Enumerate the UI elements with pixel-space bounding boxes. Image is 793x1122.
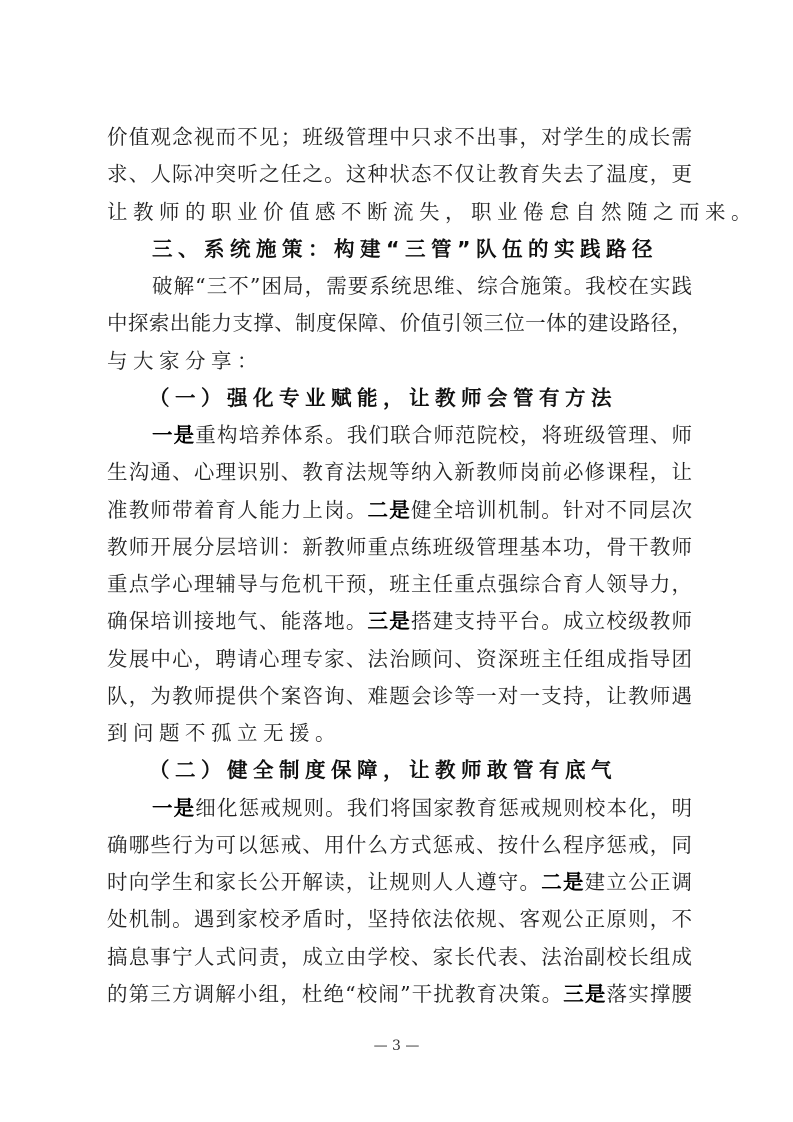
text-segment: （一）强化专业赋能，让教师会管有方法 xyxy=(149,385,617,410)
text-segment: 三、系统施策：构建“三管”队伍的实践路径 xyxy=(152,236,658,261)
text-line xyxy=(107,715,692,752)
text-line xyxy=(107,454,692,491)
text-segment: 的第三方调解小组，杜绝“校闹”干扰教育决策。 xyxy=(107,981,564,1006)
text-segment: 重点学心理辅导与危机干预，班主任重点强综合育人领导力， xyxy=(107,572,692,596)
text-segment: 搞息事宁人式问责，成立由学校、家长代表、法治副校长组成 xyxy=(107,944,692,969)
section-heading xyxy=(107,231,692,268)
text-segment: 教师开展分层培训：新教师重点练班级管理基本功，骨干教师 xyxy=(107,534,692,559)
text-segment: 时向学生和家长公开解读，让规则人人遵守。 xyxy=(107,870,542,894)
text-line xyxy=(107,641,692,678)
text-line xyxy=(107,343,692,380)
text-line xyxy=(107,790,692,827)
bold-lead: 三是 xyxy=(367,609,411,634)
bold-lead: 三是 xyxy=(563,981,607,1006)
text-segment: 细化惩戒规则。我们将国家教育惩戒规则校本化，明 xyxy=(195,795,693,820)
text-segment: 搭建支持平台。成立校级教师 xyxy=(410,609,693,634)
text-line xyxy=(107,901,692,938)
text-segment: 健全培训机制。针对不同层次 xyxy=(410,497,693,522)
text-line xyxy=(107,305,692,342)
text-line xyxy=(107,827,692,864)
text-segment: 发展中心，聘请心理专家、法治顾问、资深班主任组成指导团 xyxy=(107,646,692,671)
text-segment: 中探索出能力支撑、制度保障、价值引领三位一体的建设路径， xyxy=(107,311,692,336)
document-body xyxy=(107,119,757,1013)
bold-lead: 一是 xyxy=(152,423,196,447)
text-line xyxy=(107,156,692,193)
page-number: — 3 — xyxy=(373,1038,420,1054)
text-segment: 破解“三不”困局，需要系统思维、综合施策。我校在实践 xyxy=(152,274,692,298)
text-line xyxy=(107,268,692,305)
text-segment: 生沟通、心理识别、教育法规等纳入新教师岗前必修课程，让 xyxy=(107,460,692,485)
text-segment: 准教师带着育人能力上岗。 xyxy=(107,497,368,522)
bold-lead: 二是 xyxy=(367,497,411,522)
text-segment: 处机制。遇到家校矛盾时，坚持依法依规、客观公正原则，不 xyxy=(107,907,692,932)
bold-lead: 二是 xyxy=(541,870,585,894)
text-segment: 求、人际冲突听之任之。这种状态不仅让教育失去了温度，更 xyxy=(107,162,692,187)
text-segment: 与大家分享： xyxy=(107,348,263,373)
text-segment: 落实撑腰 xyxy=(606,981,693,1006)
text-line xyxy=(107,976,692,1013)
text-line xyxy=(107,492,692,529)
text-line xyxy=(107,119,692,156)
text-line xyxy=(107,194,757,231)
text-segment: 让教师的职业价值感不断流失，职业倦怠自然随之而来。 xyxy=(107,199,757,224)
text-line xyxy=(107,939,692,976)
text-line xyxy=(107,566,692,603)
text-segment: （二）健全制度保障，让教师敢管有底气 xyxy=(149,758,617,783)
text-line xyxy=(107,678,692,715)
text-line xyxy=(107,864,692,901)
text-line xyxy=(107,417,692,454)
text-segment: 重构培养体系。我们联合师范院校，将班级管理、师 xyxy=(195,423,693,447)
text-segment: 确哪些行为可以惩戒、用什么方式惩戒、按什么程序惩戒，同 xyxy=(107,832,692,857)
text-line xyxy=(107,603,692,640)
text-line xyxy=(107,529,692,566)
bold-lead: 一是 xyxy=(152,795,196,820)
text-segment: 建立公正调 xyxy=(584,870,693,894)
subsection-heading xyxy=(107,380,692,417)
text-segment: 价值观念视而不见；班级管理中只求不出事，对学生的成长需 xyxy=(107,125,692,149)
text-segment: 确保培训接地气、能落地。 xyxy=(107,609,368,634)
subsection-heading xyxy=(107,752,692,789)
text-segment: 到问题不孤立无援。 xyxy=(107,721,341,745)
text-segment: 队，为教师提供个案咨询、难题会诊等一对一支持，让教师遇 xyxy=(107,683,692,708)
